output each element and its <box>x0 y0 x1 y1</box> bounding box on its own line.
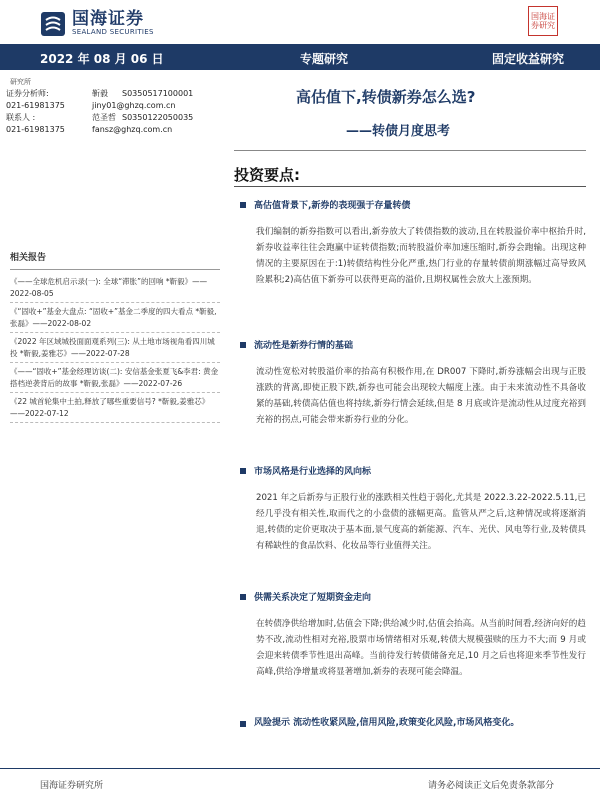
contact-email: fansz@ghzq.com.cn <box>92 125 173 134</box>
section-heading-text: 高估值背景下,新券的表现强于存量转债 <box>254 201 411 211</box>
report-type: 专题研究 <box>300 52 349 66</box>
logo-mark-icon <box>40 11 66 37</box>
contact-role: 联系人 : <box>6 113 36 122</box>
analyst-row <box>6 88 226 100</box>
header-band <box>0 44 600 70</box>
logo-name-cn: 国海证券 <box>72 9 144 29</box>
report-title: 高估值下,转债新券怎么选? <box>296 88 476 106</box>
square-bullet-icon <box>240 342 246 348</box>
analyst-row <box>6 124 226 136</box>
analyst-row <box>6 100 226 112</box>
section-heading <box>240 464 586 477</box>
related-report-item[interactable]: 《——“固收+”基金经理访谈(二): 安信基金张夏飞&李君: 黄金搭档逆袭背后的故事 *靳毅,张磊》——2022-07-26 <box>10 366 220 393</box>
square-bullet-icon <box>240 721 246 727</box>
report-category: 固定收益研究 <box>492 52 565 66</box>
logo-name-en: SEALAND SECURITIES <box>72 28 154 36</box>
analyst-id: S0350517100001 <box>122 89 194 98</box>
title-divider <box>234 150 586 151</box>
section-heading <box>240 590 586 603</box>
related-reports <box>10 250 220 426</box>
related-report-item[interactable]: 《22 城首轮集中土拍,释放了哪些重要信号? *靳毅,姜雅芯》——2022-07-12 <box>10 396 220 423</box>
section-body: 2021 年之后新券与正股行业的涨跌相关性趋于弱化,尤其是 2022.3.22-2022.5.11,已经几乎没有相关性,取而代之的小盘债的涨幅更高。监管从严之后,这种情况或将逐渐消退,转债的定价更取决于基本面,景气度高的新能源、汽车、光伏、风电等行业,及转债具有稀缺性的食品饮料、化妆品等行业值得关注。 <box>256 493 586 551</box>
section-body: 我们编制的新券指数可以看出,新券放大了转债指数的波动,且在转股溢价率中枢抬升时,新券收益率往往会跑赢中证转债指数;而转股溢价率加速压缩时,新券会跑输。出现这种情况的主要原因在于:1)转债结构性分化严重,热门行业的存量转债前期涨幅过高导致风险累积;2)高估值下新券可以获得更高的溢价,且期权属性会放大上涨预期。 <box>256 227 586 285</box>
section <box>240 338 586 425</box>
dept-label: 研究所 <box>10 78 31 86</box>
related-report-item[interactable]: 《——全球危机启示录(一): 全球“滞胀”的回响 *靳毅》——2022-08-05 <box>10 276 220 303</box>
related-report-item[interactable]: 《“固收+”基金大盘点: “固收+”基金二季度的四大看点 *靳毅,张磊》——2022-08-02 <box>10 306 220 333</box>
analyst-email: jiny01@ghzq.com.cn <box>92 101 176 110</box>
analyst-name: 靳毅 <box>92 89 108 98</box>
section <box>240 590 586 677</box>
analyst-role: 证券分析师: <box>6 89 49 98</box>
risk-warning <box>240 716 586 731</box>
square-bullet-icon <box>240 468 246 474</box>
risk-warning-text: 风险提示 流动性收紧风险,信用风险,政策变化风险,市场风格变化。 <box>254 718 520 728</box>
square-bullet-icon <box>240 594 246 600</box>
section-heading-text: 市场风格是行业选择的风向标 <box>254 467 372 477</box>
footer-disclaimer: 请务必阅读正文后免责条款部分 <box>428 781 555 791</box>
contact-phone: 021-61981375 <box>6 125 65 134</box>
report-date: 2022 年 08 月 06 日 <box>40 52 164 66</box>
section-body: 流动性宽松对转股溢价率的抬高有积极作用,在 DR007 下降时,新券涨幅会出现与正股涨跌的背离,即使正股下跌,新券也可能会出现较大幅度上涨。由于未来流动性不具备收紧的基础,转债高估值也将持续,新券行情会延续,但是 8 月底或许是流动性从过度充裕到充裕的拐点,可能会带来新券行业的分化。 <box>256 367 586 425</box>
analyst-phone: 021-61981375 <box>6 101 65 110</box>
section-heading-text: 供需关系决定了短期资金走向 <box>254 593 372 603</box>
research-stamp: 国海证券研究 <box>528 6 558 36</box>
square-bullet-icon <box>240 202 246 208</box>
related-reports-title: 相关报告 <box>10 250 220 270</box>
company-logo <box>40 10 154 37</box>
key-points-divider <box>234 186 586 187</box>
contact-name: 范圣哲 <box>92 113 116 122</box>
key-points-title: 投资要点: <box>234 166 300 184</box>
analyst-block <box>6 76 226 136</box>
footer-divider <box>0 768 600 769</box>
section-body: 在转债净供给增加时,估值会下降;供给减少时,估值会抬高。从当前时间看,经济向好的趋势不改,流动性相对充裕,股票市场情绪相对乐观,转债大规模强赎的压力不大;而 9 月或会迎来转债季节性退出高峰。当前待发行转债储备充足,10 月之后也将迎来季节性发行高峰,供给净增量或将显著增加,新券的表现可能会降温。 <box>256 619 586 677</box>
section-heading <box>240 338 586 351</box>
section-heading-text: 流动性是新券行情的基础 <box>254 341 354 351</box>
related-report-item[interactable]: 《2022 年区域城投面面观系列(三): 从土地市场视角看四川城投 *靳毅,姜雅芯》——2022-07-28 <box>10 336 220 363</box>
section <box>240 464 586 551</box>
contact-id: S0350122050035 <box>122 113 194 122</box>
section-heading <box>240 198 586 211</box>
footer-institute: 国海证券研究所 <box>40 781 104 791</box>
analyst-row <box>6 112 226 124</box>
section <box>240 198 586 285</box>
report-subtitle: ——转债月度思考 <box>346 124 451 139</box>
